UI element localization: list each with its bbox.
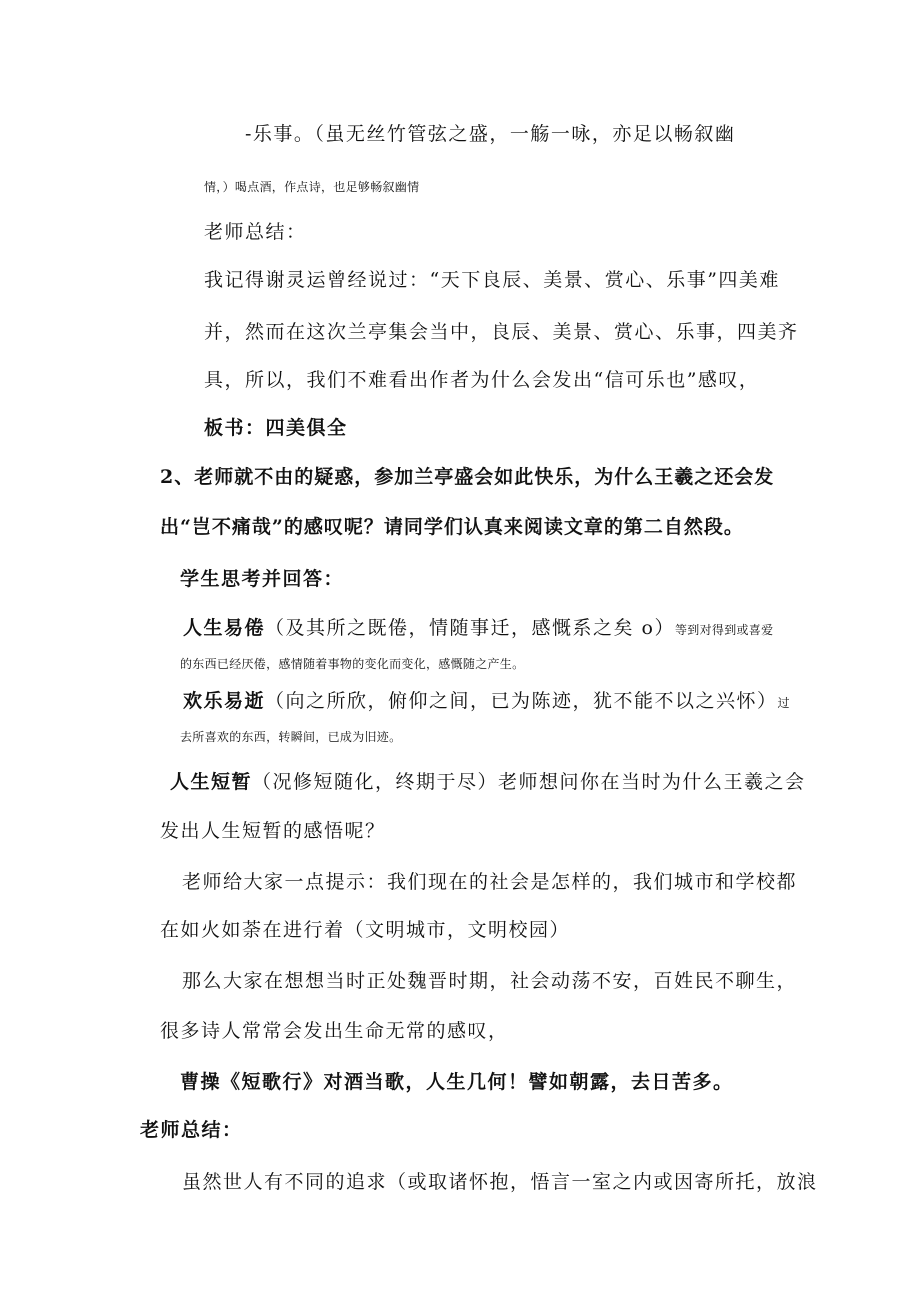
term-life-short: 人生短暂 <box>170 771 253 793</box>
section-label-teacher-summary-2: 老师总结： <box>140 1119 243 1141</box>
answer-line-life-short <box>170 773 806 792</box>
text-line-16: 发出人生短暂的感悟呢？ <box>160 820 386 842</box>
note-line-14: 去所喜欢的东西，转瞬间，已成为旧迹。 <box>180 730 402 744</box>
note-line-12: 的东西已经厌倦，感情随着事物的变化而变化，感慨随之产生。 <box>180 657 525 671</box>
quote-life-weary: （及其所之既倦，情随事迁，感慨系之矣 o） <box>265 617 675 639</box>
text-line-1: -乐事。（虽无丝竹管弦之盛，一觞一咏，亦足以畅叙幽 <box>245 123 736 145</box>
text-line-5: 并，然而在这次兰亭集会当中，良辰、美景、赏心、乐事，四美齐 <box>204 321 799 343</box>
text-line-19: 那么大家在想想当时正处魏晋时期，社会动荡不安，百姓民不聊生， <box>182 970 798 992</box>
quote-joy-fleeting: （向之所欣，俯仰之间，已为陈迹，犹不能不以之兴怀） <box>265 690 778 712</box>
text-line-23: 虽然世人有不同的追求（或取诸怀抱，悟言一室之内或因寄所托，放浪 <box>182 1171 818 1193</box>
text-line-20: 很多诗人常常会发出生命无常的感叹， <box>160 1020 509 1042</box>
term-life-weary: 人生易倦 <box>183 617 266 639</box>
note-life-weary: 等到对得到或喜爱 <box>675 623 774 637</box>
section-label-student-answer: 学生思考并回答： <box>180 568 345 590</box>
text-life-short: （况修短随化，终期于尽）老师想问你在当时为什么王羲之会 <box>252 771 806 793</box>
cao-cao-quote: 曹操《短歌行》对酒当歌，人生几何！譬如朝露，去日苦多。 <box>180 1071 734 1093</box>
answer-line-joy-fleeting <box>183 692 790 711</box>
question-2-line-1: 2、老师就不由的疑惑，参加兰亭盛会如此快乐，为什么王羲之还会发 <box>160 466 775 488</box>
blackboard-note: 板书：四美俱全 <box>204 417 348 439</box>
text-line-2: 情，）喝点酒，作点诗，也足够畅叙幽情 <box>204 180 420 194</box>
answer-line-life-weary <box>183 619 773 638</box>
text-line-4: 我记得谢灵运曾经说过：“天下良辰、美景、赏心、乐事”四美难 <box>204 269 780 291</box>
section-label-teacher-summary: 老师总结： <box>204 221 307 243</box>
text-line-6: 具，所以，我们不难看出作者为什么会发出“信可乐也”感叹， <box>204 369 760 391</box>
term-joy-fleeting: 欢乐易逝 <box>183 690 266 712</box>
note-joy-fleeting: 过 <box>777 696 790 710</box>
question-2-line-2: 出“岂不痛哉”的感叹呢？请同学们认真来阅读文章的第二自然段。 <box>160 516 744 538</box>
text-line-18: 在如火如荼在进行着（文明城市，文明校园） <box>160 919 571 941</box>
text-line-17: 老师给大家一点提示：我们现在的社会是怎样的，我们城市和学校都 <box>182 871 798 893</box>
